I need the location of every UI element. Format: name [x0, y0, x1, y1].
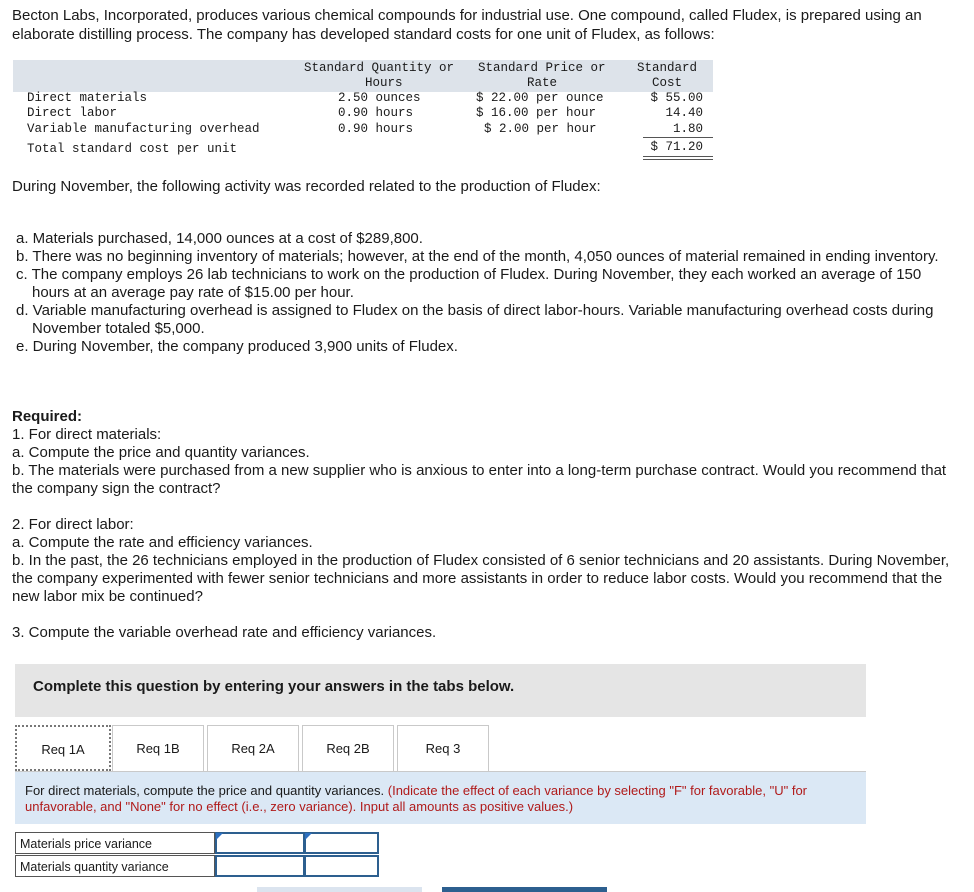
list-item: b. There was no beginning inventory of materials; however, at the end of the month, 4,050 ounces of material remained in ending inventory. — [16, 248, 939, 265]
row-cost: 14.40 — [665, 106, 703, 120]
row-price: $ 2.00 per hour — [484, 122, 597, 136]
materials-price-variance-effect-select[interactable] — [304, 832, 379, 854]
activity-list — [16, 230, 956, 356]
total-rule-top — [643, 156, 713, 157]
input-marker-icon — [216, 833, 223, 840]
row-price: $ 22.00 per ounce — [476, 91, 604, 105]
tab-req-2b[interactable]: Req 2B — [302, 725, 394, 771]
materials-quantity-variance-label: Materials quantity variance — [15, 855, 215, 877]
tab-req-3[interactable]: Req 3 — [397, 725, 489, 771]
row-qty: 0.90 hours — [338, 122, 414, 136]
materials-quantity-variance-amount-input[interactable] — [215, 855, 305, 877]
required-3: 3. Compute the variable overhead rate and efficiency variances. — [12, 624, 437, 641]
materials-price-variance-label: Materials price variance — [15, 832, 215, 854]
required-2: 2. For direct labor: — [12, 516, 134, 533]
tab-req-1b[interactable]: Req 1B — [112, 725, 204, 771]
next-tab-button[interactable] — [442, 887, 607, 892]
banner-text: Complete this question by entering your answers in the tabs below. — [33, 678, 515, 695]
row-label: Direct materials — [27, 91, 148, 105]
required-1b: b. The materials were purchased from a new supplier who is anxious to enter into a long-term purchase contract. Would you recommend that the company sign the contract? — [12, 462, 947, 497]
row-cost: $ 55.00 — [650, 91, 703, 105]
instruction-main: For direct materials, compute the price and quantity variances. — [25, 783, 385, 798]
subtotal-rule — [643, 137, 713, 138]
tab-req-2a[interactable]: Req 2A — [207, 725, 299, 771]
instructions-banner — [15, 664, 866, 717]
materials-price-variance-amount-input[interactable] — [215, 832, 305, 854]
standard-cost-table — [13, 60, 713, 160]
header-qty-line1: Standard Quantity or — [304, 61, 455, 75]
row-cost: 1.80 — [672, 122, 703, 136]
header-qty-line2: Hours — [365, 76, 403, 90]
required-heading: Required: — [12, 408, 83, 425]
required-2b: b. In the past, the 26 technicians employed in the production of Fludex consisted of 6 senior technicians and 20 assistants. During November, the company experimented with fewer senior technicians and more assistants in order to reduce labor costs. Would you recommend that the new labor mix be continued? — [12, 552, 950, 605]
intro-paragraph: Becton Labs, Incorporated, produces various chemical compounds for industrial use. One compound, called Fludex, is prepared using an elaborate distilling process. The company has developed standard costs for one unit of Fludex, as follows: — [12, 7, 922, 43]
list-item: a. Materials purchased, 14,000 ounces at a cost of $289,800. — [16, 230, 423, 247]
row-label: Variable manufacturing overhead — [27, 122, 260, 136]
required-1: 1. For direct materials: — [12, 426, 162, 443]
required-section — [12, 408, 952, 642]
list-item: e. During November, the company produced 3,900 units of Fludex. — [16, 338, 458, 355]
instruction-panel — [15, 772, 866, 824]
required-2a: a. Compute the rate and efficiency variances. — [12, 534, 313, 551]
input-marker-icon — [305, 833, 312, 840]
header-cost-line1: Standard — [637, 61, 698, 75]
header-cost-line2: Cost — [652, 76, 683, 90]
header-price-line2: Rate — [527, 76, 558, 90]
list-item: d. Variable manufacturing overhead is assigned to Fludex on the basis of direct labor-hours. Variable manufacturing overhead costs during November totaled $5,000. — [16, 302, 934, 337]
list-item: c. The company employs 26 lab technicians to work on the production of Fludex. During November, they each worked an average of 150 hours at an average pay rate of $15.00 per hour. — [16, 266, 922, 301]
required-1a: a. Compute the price and quantity variances. — [12, 444, 310, 461]
total-label: Total standard cost per unit — [27, 142, 238, 156]
row-qty: 2.50 ounces — [338, 91, 421, 105]
instruction-text — [25, 783, 855, 815]
activity-intro: During November, the following activity was recorded related to the production of Fludex: — [12, 178, 601, 195]
row-price: $ 16.00 per hour — [476, 106, 597, 120]
header-price-line1: Standard Price or — [478, 61, 606, 75]
materials-quantity-variance-effect-select[interactable] — [304, 855, 379, 877]
tab-req-1a[interactable]: Req 1A — [15, 725, 111, 771]
prev-tab-button[interactable] — [257, 887, 422, 892]
row-qty: 0.90 hours — [338, 106, 414, 120]
row-label: Direct labor — [27, 106, 118, 120]
instruction-note: (Indicate the effect of each variance by selecting "F" for favorable, "U" for unfavorable, and "None" for no effect (i.e., zero variance). Input all amounts as positive values.) — [25, 783, 808, 814]
total-cost: $ 71.20 — [650, 140, 703, 154]
total-rule-bottom — [643, 159, 713, 160]
